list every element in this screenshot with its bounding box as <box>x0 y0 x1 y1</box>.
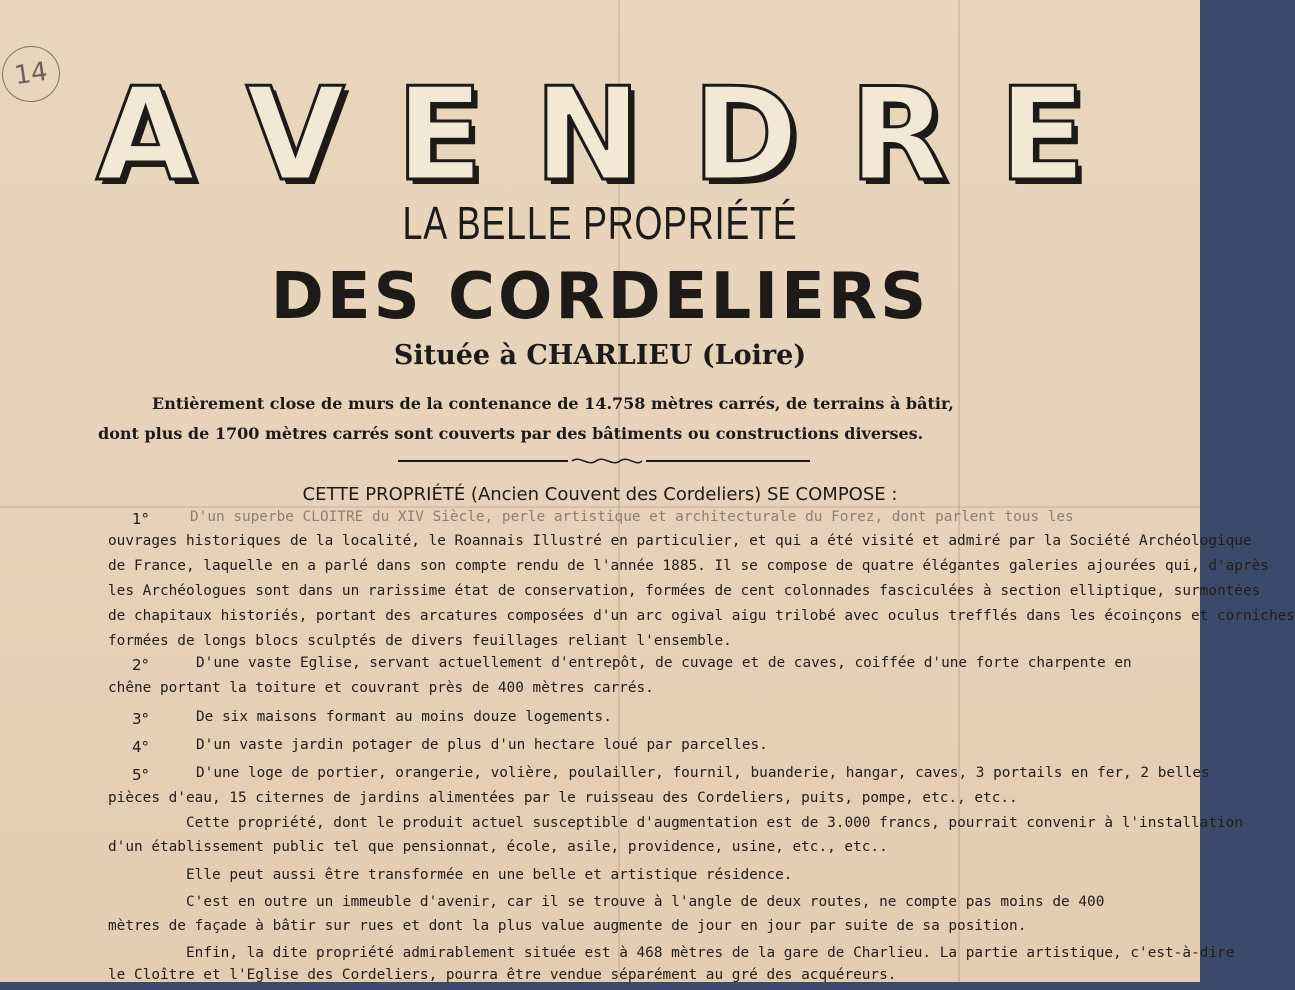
paragraph-line: Enfin, la dite propriété admirablement située est à 468 mètres de la gare de Charlieu. La partie artistique, c'est-à-dire <box>186 945 1235 961</box>
item-marker: 4° <box>132 738 150 756</box>
paragraph-line: mètres de façade à bâtir sur rues et dont la plus value augmente de jour en jour par suite de sa position. <box>108 918 1027 934</box>
subtitle-belle-propriete: LA BELLE PROPRIÉTÉ <box>402 197 798 249</box>
item-4-line: D'un vaste jardin potager de plus d'un hectare loué par parcelles. <box>196 737 768 753</box>
item-1-line: ouvrages historiques de la localité, le Roannais Illustré en particulier, et qui a été visité et admiré par la Société Archéologique <box>108 533 1252 549</box>
intro-line: dont plus de 1700 mètres carrés sont couverts par des bâtiments ou constructions diverses. <box>98 424 924 443</box>
item-marker: 5° <box>132 766 150 784</box>
headline-letter: N <box>534 61 642 210</box>
item-1-line: les Archéologues sont dans un rarissime état de conservation, formées de cent colonnades fasciculées à section elliptique, surmontées <box>108 583 1261 599</box>
item-marker: 1° <box>132 510 150 528</box>
item-5-line: D'une loge de portier, orangerie, volière, poulailler, fournil, buanderie, hangar, caves, 3 portails en fer, 2 belles <box>196 765 1210 781</box>
item-1-lead: D'un superbe CLOITRE du XIV Siècle, perle artistique et architecturale du Forez, dont parlent tous les <box>190 509 1074 525</box>
headline-letter: D <box>692 61 799 210</box>
item-1-line: formées de longs blocs sculptés de divers feuillages reliant l'ensemble. <box>108 633 732 649</box>
paragraph-line: C'est en outre un immeuble d'avenir, car il se trouve à l'angle de deux routes, ne compte pas moins de 400 <box>186 894 1105 910</box>
item-5-line: pièces d'eau, 15 citernes de jardins alimentées par le ruisseau des Cordeliers, puits, pompe, etc., etc.. <box>108 790 1018 806</box>
headline-letter: E <box>395 61 484 210</box>
paragraph-line: le Cloître et l'Eglise des Cordeliers, pourra être vendue séparément au gré des acquéreurs. <box>108 967 897 983</box>
item-1-line: de France, laquelle en a parlé dans son compte rendu de l'année 1885. Il se compose de quatre élégantes galeries ajourées qui, d'après <box>108 558 1269 574</box>
ornament-divider <box>398 456 810 466</box>
item-2-line: chêne portant la toiture et couvrant près de 400 mètres carrés. <box>108 680 654 696</box>
item-marker: 3° <box>132 710 150 728</box>
section-heading: CETTE PROPRIÉTÉ (Ancien Couvent des Cordeliers) SE COMPOSE : <box>302 484 898 505</box>
location-line: Située à CHARLIEU (Loire) <box>393 340 807 371</box>
item-3-line: De six maisons formant au moins douze logements. <box>196 709 612 725</box>
headline-letter: A <box>96 61 196 210</box>
headline-letter: E <box>998 61 1086 210</box>
item-1-line: de chapitaux historiés, portant des arcatures composées d'un arc ogival aigu trilobé avec oculus trefflés dans les écoinçons et corniches <box>108 608 1295 624</box>
headline-letter: V <box>245 61 345 210</box>
subtitle-des-cordeliers: DES CORDELIERS <box>270 260 930 334</box>
a-vendre-headline <box>96 61 1086 210</box>
headline-letter: R <box>849 61 948 210</box>
paragraph-line: Elle peut aussi être transformée en une belle et artistique résidence. <box>186 867 793 883</box>
item-marker: 2° <box>132 656 150 674</box>
paragraph-line: d'un établissement public tel que pensionnat, école, asile, providence, usine, etc., etc.. <box>108 839 888 855</box>
item-2-line: D'une vaste Eglise, servant actuellement d'entrepôt, de cuvage et de caves, coiffée d'une forte charpente en <box>196 655 1132 671</box>
folio-number: 14 <box>0 42 64 106</box>
paragraph-line: Cette propriété, dont le produit actuel susceptible d'augmentation est de 3.000 francs, pourrait convenir à l'installation <box>186 815 1243 831</box>
intro-line: Entièrement close de murs de la contenance de 14.758 mètres carrés, de terrains à bâtir, <box>152 394 954 413</box>
